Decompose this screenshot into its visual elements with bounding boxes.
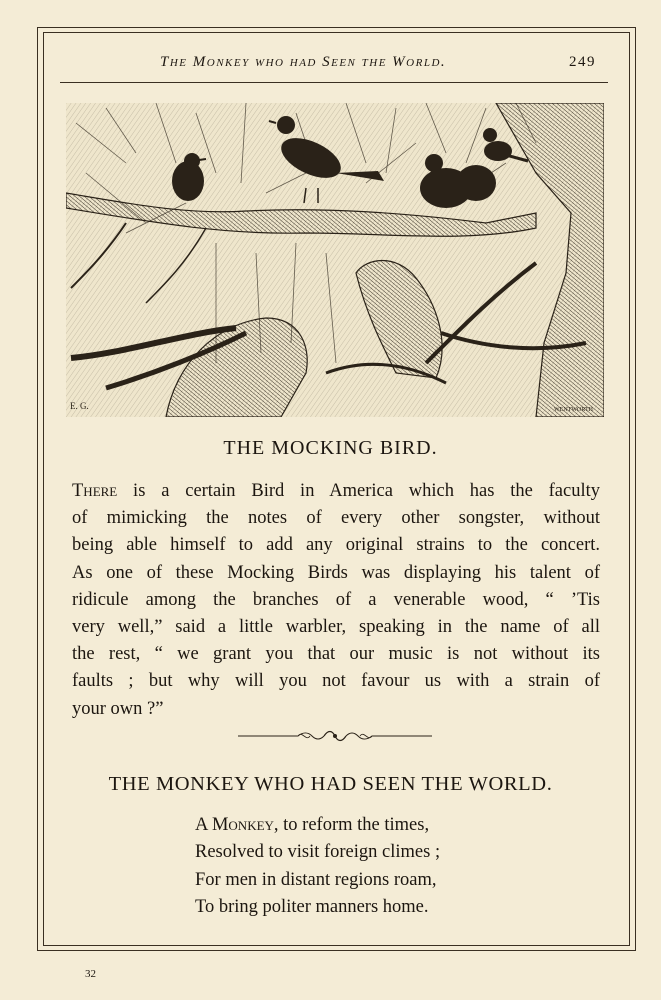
fable-line: There is a certain Bird in America which has the faculty	[72, 481, 600, 501]
page-number: 249	[569, 54, 596, 70]
poem-line: For men in distant regions roam,	[195, 869, 437, 890]
running-head-title: The Monkey who had Seen the World.	[160, 54, 447, 70]
fable-title: THE MOCKING BIRD.	[223, 437, 438, 459]
poem-line: Resolved to visit foreign climes ;	[195, 842, 441, 863]
running-head	[60, 52, 600, 76]
poem-line: To bring politer manners home.	[195, 896, 429, 917]
poem-text	[195, 812, 515, 921]
fable-line: As one of these Mocking Birds was displaying his talent of	[72, 562, 600, 583]
fable-line: your own ?”	[72, 698, 164, 719]
fable-line: of mimicking the notes of every other songster, without	[72, 508, 600, 529]
fable-line: faults ; but why will you not favour us with a strain of	[72, 671, 600, 692]
fable-line: being able himself to add any original strains to the concert.	[72, 535, 600, 556]
artist-signature-left: E. G.	[70, 401, 89, 411]
fable-line: the rest, “ we grant you that our music is not without its	[72, 644, 600, 665]
artist-signature-right: WENTWORTH	[554, 407, 593, 413]
ornamental-divider	[238, 728, 432, 744]
engraving-illustration	[66, 103, 604, 417]
fable-line: ridicule among the branches of a venerable wood, “ ’Tis	[72, 589, 600, 610]
poem-line: A Monkey, to reform the times,	[195, 815, 430, 835]
signature-mark: 32	[85, 968, 96, 980]
header-rule	[60, 82, 608, 83]
poem-title: THE MONKEY WHO HAD SEEN THE WORLD.	[108, 773, 553, 795]
fable-text	[72, 478, 600, 723]
fable-first-word: There	[72, 481, 118, 501]
fable-line: very well,” said a little warbler, speaking in the name of all	[72, 617, 600, 638]
